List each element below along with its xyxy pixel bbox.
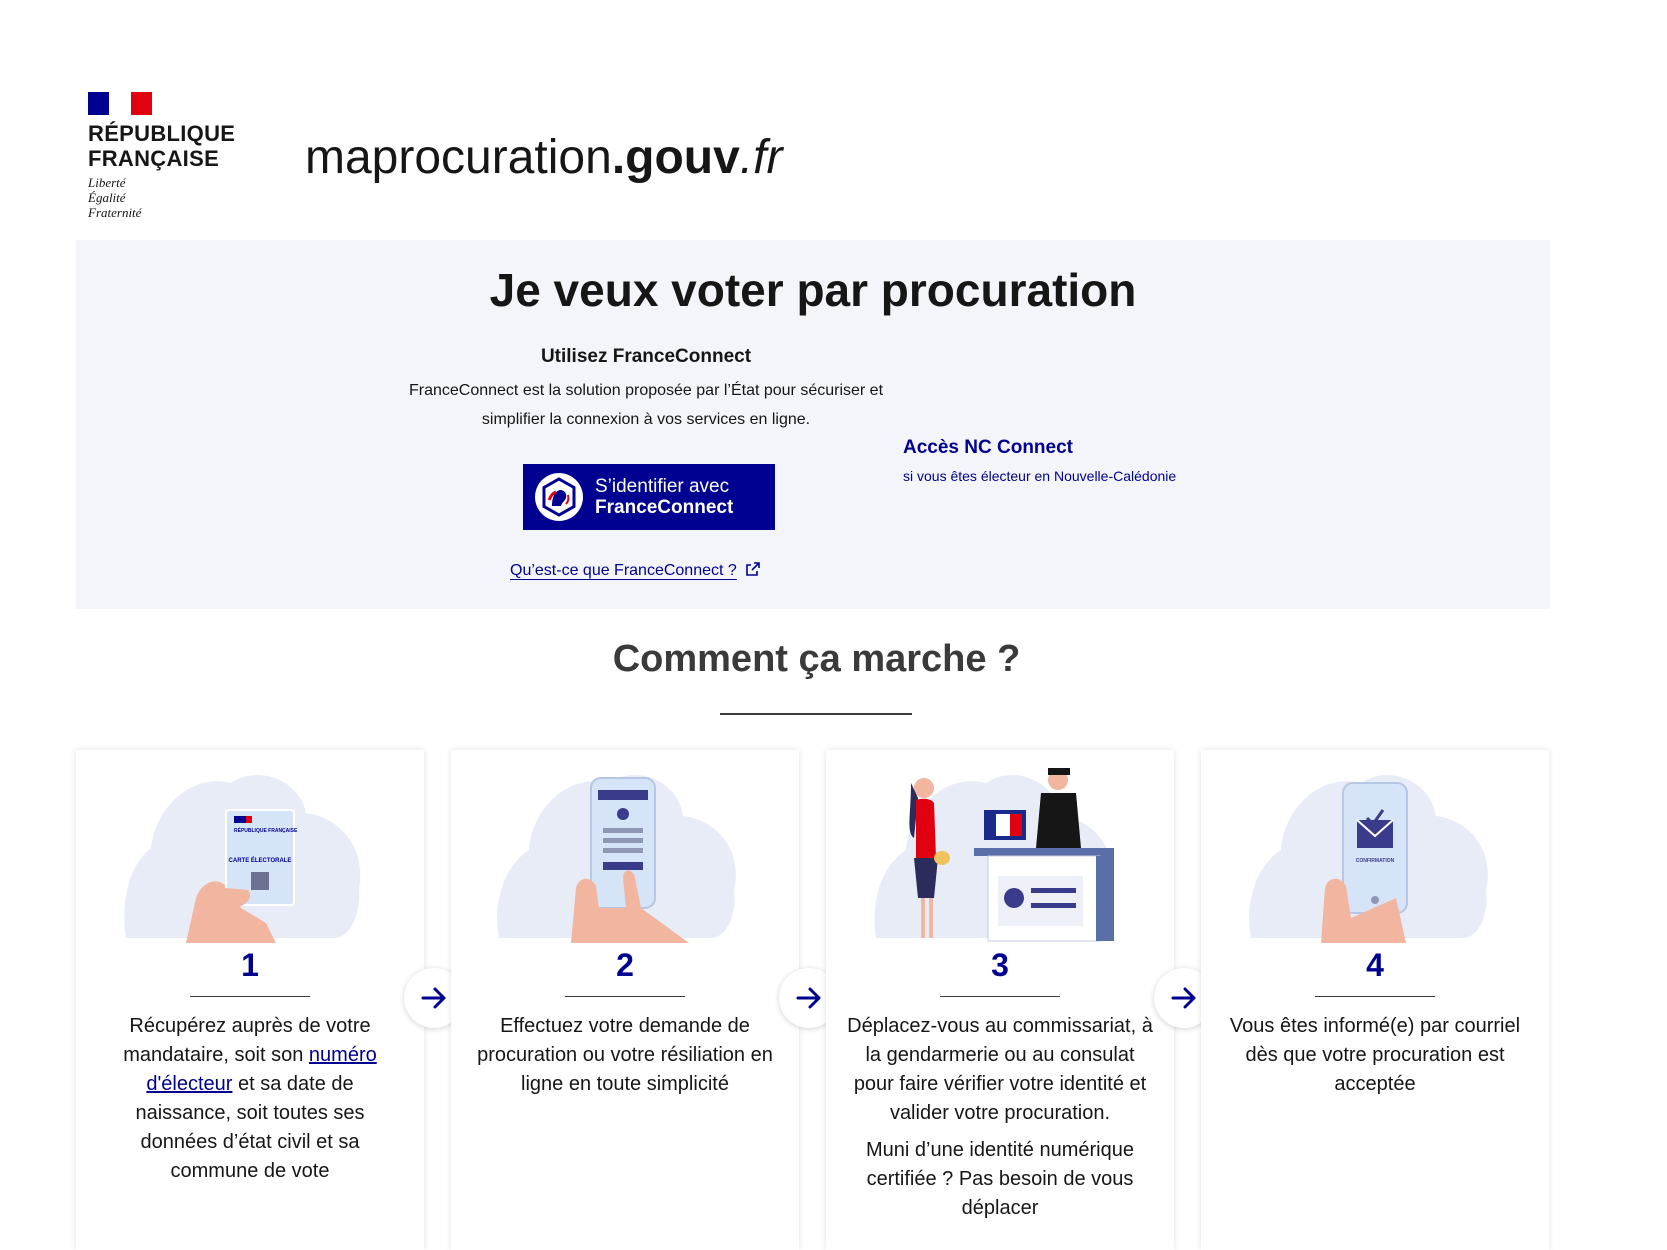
step-number: 3 bbox=[991, 947, 1009, 983]
step-description: Effectuez votre demande de procuration ou votre résiliation en ligne en toute simplicité bbox=[477, 1015, 773, 1095]
email-confirmation-illustration bbox=[1201, 758, 1549, 943]
franceconnect-button-line1: S’identifier avec bbox=[595, 476, 730, 497]
step-divider bbox=[565, 996, 685, 997]
site-name[interactable]: maprocuration.gouv.fr bbox=[305, 131, 783, 184]
step-description: Récupérez auprès de votre mandataire, soit son numéro d'électeur et sa date de naissance, soit toutes ses données d’état civil et sa commune de vote bbox=[123, 1015, 377, 1182]
step-number: 4 bbox=[1366, 947, 1384, 983]
nc-connect-subtitle: si vous êtes électeur en Nouvelle-Calédonie bbox=[903, 468, 1177, 484]
how-it-works-title: Comment ça marche ? bbox=[612, 638, 1021, 680]
what-is-franceconnect-link[interactable]: Qu’est-ce que FranceConnect ? bbox=[510, 560, 761, 584]
electoral-card-illustration bbox=[76, 758, 424, 943]
franceconnect-block bbox=[396, 344, 896, 434]
nc-connect-link[interactable]: Accès NC Connect bbox=[903, 437, 1073, 458]
step-card-4 bbox=[1201, 750, 1549, 1250]
card-label-carte: CARTE ÉLECTORALE bbox=[228, 858, 292, 864]
step-divider bbox=[940, 996, 1060, 997]
step-card-2 bbox=[451, 750, 799, 1250]
phone-request-illustration bbox=[451, 758, 799, 943]
franceconnect-login-button[interactable] bbox=[523, 464, 775, 530]
republique-francaise-logo[interactable] bbox=[88, 92, 248, 227]
step-card-1 bbox=[76, 750, 424, 1250]
card-label-republique: RÉPUBLIQUE FRANÇAISE bbox=[234, 828, 298, 834]
header bbox=[0, 0, 1667, 235]
step-number: 1 bbox=[241, 947, 259, 983]
republique-francaise-name: RÉPUBLIQUE FRANÇAISE bbox=[88, 121, 236, 171]
external-link-icon bbox=[745, 561, 761, 584]
franceconnect-title: Utilisez FranceConnect bbox=[540, 346, 752, 367]
franceconnect-logo-icon bbox=[535, 473, 583, 521]
voter-number-link[interactable]: numéro d'électeur bbox=[146, 1044, 377, 1095]
phone-confirmation-label: CONFIRMATION bbox=[1355, 858, 1395, 864]
title-divider bbox=[720, 713, 912, 715]
police-station-illustration bbox=[826, 758, 1174, 943]
hero-section bbox=[76, 240, 1550, 609]
step-divider bbox=[1315, 996, 1435, 997]
page-title: Je veux voter par procuration bbox=[489, 264, 1137, 316]
step-card-3 bbox=[826, 750, 1174, 1250]
step-divider bbox=[190, 996, 310, 997]
franceconnect-button-line2: FranceConnect bbox=[595, 497, 734, 518]
franceconnect-description: FranceConnect est la solution proposée par l’État pour sécuriser et simplifier la connexion à vos services en ligne. bbox=[408, 382, 884, 428]
nc-connect-block bbox=[903, 435, 1243, 487]
step-number: 2 bbox=[616, 947, 634, 983]
step-description: Déplacez-vous au commissariat, à la gendarmerie ou au consulat pour faire vérifier votre identité et valider votre procuration. Muni d’une identité numérique certifiée ? Pas besoin de vous déplacer bbox=[847, 1015, 1153, 1219]
republic-motto: Liberté Égalité Fraternité bbox=[88, 175, 142, 220]
step-description: Vous êtes informé(e) par courriel dès que votre procuration est acceptée bbox=[1229, 1015, 1521, 1095]
french-flag-icon bbox=[88, 92, 152, 115]
